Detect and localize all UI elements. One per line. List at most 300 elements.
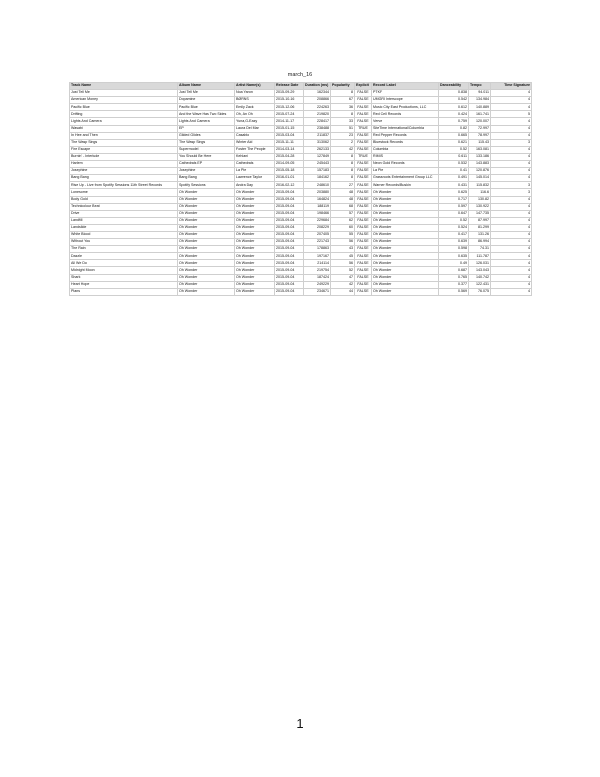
cell-release-date: 2015-09-04 — [275, 203, 304, 210]
header-row — [70, 83, 532, 90]
cell-tempo: 143.883 — [469, 161, 491, 168]
cell-popularity: 42 — [331, 281, 355, 288]
cell-record-label: Oh Wonder — [372, 210, 439, 217]
cell-record-label: La Pie — [372, 168, 439, 175]
cell-album-name: Oh Wonder — [178, 274, 235, 281]
cell-popularity: 8 — [331, 175, 355, 182]
cell-explicit: FALSE — [355, 210, 372, 217]
cell-record-label: RIMIS — [372, 153, 439, 160]
cell-record-label: Oh Wonder — [372, 217, 439, 224]
cell-explicit: TRUE — [355, 153, 372, 160]
cell-track-name: All We Do — [70, 260, 178, 267]
cell-danceability: 0.665 — [439, 132, 469, 139]
cell-duration: 208229 — [304, 224, 331, 231]
cell-danceability: 0.491 — [439, 175, 469, 182]
cell-track-name: The Rain — [70, 246, 178, 253]
cell-popularity: 68 — [331, 203, 355, 210]
cell-track-name: Lights And Camera — [70, 118, 178, 125]
cell-album-name: Just Tell Me — [178, 90, 235, 97]
cell-track-name: Josephine — [70, 168, 178, 175]
cell-artist-names: Casablo — [235, 132, 275, 139]
cell-release-date: 2015-09-04 — [275, 196, 304, 203]
cell-artist-names: Oh, An Oh — [235, 111, 275, 118]
table-row — [70, 104, 532, 111]
cell-record-label: SiteTime International/Columbia — [372, 125, 439, 132]
cell-album-name: Josephine — [178, 168, 235, 175]
cell-album-name: Spotify Sessions — [178, 182, 235, 189]
cell-release-date: 2015-09-04 — [275, 224, 304, 231]
cell-explicit: FALSE — [355, 90, 372, 97]
data-table — [69, 82, 532, 296]
cell-popularity: 23 — [331, 132, 355, 139]
cell-tempo: 115.43 — [469, 139, 491, 146]
cell-popularity: 33 — [331, 118, 355, 125]
cell-release-date: 2015-07-24 — [275, 111, 304, 118]
cell-duration: 229684 — [304, 217, 331, 224]
table-row — [70, 175, 532, 182]
cell-duration: 208866 — [304, 97, 331, 104]
cell-danceability: 0.41 — [439, 168, 469, 175]
cell-time-signature: 4 — [491, 132, 532, 139]
col-header-popularity: Popularity — [331, 83, 355, 90]
cell-explicit: FALSE — [355, 139, 372, 146]
cell-record-label: Bluestock Records — [372, 139, 439, 146]
cell-time-signature: 4 — [491, 168, 532, 175]
cell-release-date: 2016-02-12 — [275, 182, 304, 189]
cell-danceability: 0.635 — [439, 253, 469, 260]
cell-explicit: FALSE — [355, 111, 372, 118]
cell-tempo: 145.014 — [469, 175, 491, 182]
cell-time-signature: 4 — [491, 288, 532, 295]
cell-tempo: 130.82 — [469, 196, 491, 203]
cell-duration: 164824 — [304, 196, 331, 203]
table-row — [70, 246, 532, 253]
cell-track-name: Wasabi — [70, 125, 178, 132]
cell-release-date: 2015-09-04 — [275, 210, 304, 217]
cell-time-signature: 4 — [491, 267, 532, 274]
cell-record-label: Oh Wonder — [372, 239, 439, 246]
cell-danceability: 0.417 — [439, 231, 469, 238]
cell-album-name: Oh Wonder — [178, 231, 235, 238]
cell-explicit: FALSE — [355, 175, 372, 182]
cell-tempo: 72.997 — [469, 125, 491, 132]
cell-explicit: TRUE — [355, 125, 372, 132]
cell-album-name: EP — [178, 125, 235, 132]
table-row — [70, 210, 532, 217]
cell-record-label: Music City East Productions, LLC — [372, 104, 439, 111]
cell-track-name: Just Tell Me — [70, 90, 178, 97]
cell-record-label: Oh Wonder — [372, 281, 439, 288]
cell-record-label: Oh Wonder — [372, 231, 439, 238]
table-row — [70, 111, 532, 118]
cell-time-signature: 4 — [491, 125, 532, 132]
cell-artist-names: Emily Zack — [235, 104, 275, 111]
cell-duration: 238488 — [304, 125, 331, 132]
cell-explicit: FALSE — [355, 146, 372, 153]
table-row — [70, 168, 532, 175]
cell-release-date: 2015-09-04 — [275, 253, 304, 260]
cell-explicit: FALSE — [355, 281, 372, 288]
cell-time-signature: 4 — [491, 246, 532, 253]
cell-release-date: 2015-09-29 — [275, 90, 304, 97]
cell-artist-names: Oh Wonder — [235, 267, 275, 274]
page-number: 1 — [296, 716, 304, 731]
col-header-release-date: Release Date — [275, 83, 304, 90]
cell-track-name: Drifting — [70, 111, 178, 118]
cell-explicit: FALSE — [355, 267, 372, 274]
cell-tempo: 120.007 — [469, 118, 491, 125]
cell-record-label: Neon Gold Records — [372, 161, 439, 168]
cell-track-name: Midnight Moon — [70, 267, 178, 274]
table-row — [70, 132, 532, 139]
cell-album-name: Oh Wonder — [178, 196, 235, 203]
cell-duration: 203880 — [304, 189, 331, 196]
cell-time-signature: 4 — [491, 97, 532, 104]
table-row — [70, 274, 532, 281]
cell-album-name: Oh Wonder — [178, 239, 235, 246]
cell-release-date: 2015-09-04 — [275, 189, 304, 196]
cell-artist-names: Oh Wonder — [235, 281, 275, 288]
cell-artist-names: Oh Wonder — [235, 231, 275, 238]
table-row — [70, 146, 532, 153]
cell-track-name: Lonesome — [70, 189, 178, 196]
table-row — [70, 217, 532, 224]
cell-release-date: 2015-11-11 — [275, 139, 304, 146]
cell-record-label: Oh Wonder — [372, 274, 439, 281]
cell-popularity: 51 — [331, 125, 355, 132]
cell-duration: 249229 — [304, 281, 331, 288]
col-header-artist-names: Artist Name(s) — [235, 83, 275, 90]
cell-explicit: FALSE — [355, 182, 372, 189]
cell-artist-names: Foster The People — [235, 146, 275, 153]
cell-track-name: Heart Hope — [70, 281, 178, 288]
cell-track-name: American Money — [70, 97, 178, 104]
cell-popularity: 27 — [331, 182, 355, 189]
cell-release-date: 2014-09-05 — [275, 161, 304, 168]
cell-release-date: 2014-11-17 — [275, 118, 304, 125]
cell-explicit: FALSE — [355, 239, 372, 246]
cell-artist-names: Oh Wonder — [235, 224, 275, 231]
cell-duration: 188119 — [304, 203, 331, 210]
cell-popularity: 8 — [331, 168, 355, 175]
cell-popularity: 55 — [331, 231, 355, 238]
cell-track-name: In Hee and Then — [70, 132, 178, 139]
cell-tempo: 120.876 — [469, 168, 491, 175]
cell-popularity: 48 — [331, 189, 355, 196]
cell-danceability: 0.542 — [439, 97, 469, 104]
cell-release-date: 2015-09-04 — [275, 246, 304, 253]
cell-tempo: 140.889 — [469, 104, 491, 111]
cell-record-label: UMGRI Interscope — [372, 97, 439, 104]
cell-record-label: Oh Wonder — [372, 267, 439, 274]
cell-release-date: 2015-09-04 — [275, 217, 304, 224]
cell-time-signature: 4 — [491, 203, 532, 210]
cell-tempo: 122.431 — [469, 281, 491, 288]
cell-explicit: FALSE — [355, 288, 372, 295]
cell-tempo: 140.742 — [469, 274, 491, 281]
cell-tempo: 87.997 — [469, 217, 491, 224]
cell-duration: 184162 — [304, 175, 331, 182]
cell-track-name: White Blood — [70, 231, 178, 238]
cell-danceability: 0.52 — [439, 217, 469, 224]
cell-track-name: Without You — [70, 239, 178, 246]
cell-time-signature: 3 — [491, 182, 532, 189]
cell-time-signature: 4 — [491, 196, 532, 203]
cell-artist-names: Oh Wonder — [235, 239, 275, 246]
cell-explicit: FALSE — [355, 253, 372, 260]
cell-artist-names: Winter Aid — [235, 139, 275, 146]
cell-release-date: 2015-09-04 — [275, 281, 304, 288]
col-header-tempo: Tempo — [469, 83, 491, 90]
cell-time-signature: 4 — [491, 260, 532, 267]
cell-duration: 157183 — [304, 168, 331, 175]
table-row — [70, 203, 532, 210]
cell-explicit: FALSE — [355, 217, 372, 224]
cell-time-signature: 4 — [491, 210, 532, 217]
cell-explicit: FALSE — [355, 97, 372, 104]
cell-track-name: Dazzle — [70, 253, 178, 260]
cell-danceability: 0.687 — [439, 267, 469, 274]
cell-popularity: 8 — [331, 161, 355, 168]
cell-artist-names: Oh Wonder — [235, 253, 275, 260]
table-row — [70, 196, 532, 203]
cell-release-date: 2015-12-06 — [275, 104, 304, 111]
cell-explicit: FALSE — [355, 118, 372, 125]
cell-time-signature: 4 — [491, 253, 532, 260]
cell-album-name: And the Wave Has Two Sides — [178, 111, 235, 118]
cell-duration: 127849 — [304, 153, 331, 160]
cell-tempo: 130.922 — [469, 203, 491, 210]
cell-popularity: 44 — [331, 288, 355, 295]
cell-album-name: Oh Wonder — [178, 189, 235, 196]
cell-tempo: 134.984 — [469, 97, 491, 104]
table-row — [70, 90, 532, 97]
cell-danceability: 0.532 — [439, 161, 469, 168]
cell-artist-names: Oh Wonder — [235, 189, 275, 196]
cell-album-name: Bang Bang — [178, 175, 235, 182]
cell-tempo: 147.735 — [469, 210, 491, 217]
table-body — [70, 90, 532, 296]
cell-record-label: Red Pepper Records — [372, 132, 439, 139]
cell-artist-names: Kehlani — [235, 153, 275, 160]
cell-explicit: FALSE — [355, 196, 372, 203]
cell-danceability: 0.52 — [439, 146, 469, 153]
cell-artist-names: Oh Wonder — [235, 260, 275, 267]
cell-album-name: Dopamine — [178, 97, 235, 104]
cell-album-name: Cathedrals EP — [178, 161, 235, 168]
cell-record-label: Oh Wonder — [372, 253, 439, 260]
cell-time-signature: 4 — [491, 118, 532, 125]
cell-popularity: 8 — [331, 90, 355, 97]
cell-track-name: Shark — [70, 274, 178, 281]
cell-time-signature: 4 — [491, 231, 532, 238]
cell-danceability: 0.838 — [439, 90, 469, 97]
cell-duration: 245443 — [304, 161, 331, 168]
cell-popularity: 52 — [331, 267, 355, 274]
cell-release-date: 2015-09-04 — [275, 274, 304, 281]
cell-artist-names: Oh Wonder — [235, 246, 275, 253]
cell-popularity: 60 — [331, 224, 355, 231]
cell-duration: 214114 — [304, 260, 331, 267]
cell-explicit: FALSE — [355, 231, 372, 238]
cell-artist-names: Laura Del Mar — [235, 125, 275, 132]
cell-danceability: 0.647 — [439, 210, 469, 217]
cell-time-signature: 5 — [491, 111, 532, 118]
cell-explicit: FALSE — [355, 168, 372, 175]
cell-record-label: Columbia — [372, 146, 439, 153]
cell-release-date: 2015-03-04 — [275, 132, 304, 139]
cell-danceability: 0.82 — [439, 125, 469, 132]
cell-album-name: Oh Wonder — [178, 224, 235, 231]
col-header-explicit: Explicit — [355, 83, 372, 90]
cell-danceability: 0.759 — [439, 118, 469, 125]
cell-album-name: You Should Be Here — [178, 153, 235, 160]
cell-artist-names: Cathedrals — [235, 161, 275, 168]
cell-album-name: Oh Wonder — [178, 203, 235, 210]
cell-danceability: 0.524 — [439, 224, 469, 231]
cell-tempo: 163.081 — [469, 146, 491, 153]
cell-album-name: Oh Wonder — [178, 260, 235, 267]
cell-release-date: 2014-03-14 — [275, 146, 304, 153]
cell-record-label: Oh Wonder — [372, 196, 439, 203]
cell-popularity: 62 — [331, 217, 355, 224]
cell-artist-names: Oh Wonder — [235, 288, 275, 295]
cell-duration: 162344 — [304, 90, 331, 97]
cell-artist-names: Oh Wonder — [235, 217, 275, 224]
cell-explicit: FALSE — [355, 203, 372, 210]
cell-time-signature: 4 — [491, 146, 532, 153]
cell-time-signature: 4 — [491, 153, 532, 160]
table-row — [70, 125, 532, 132]
cell-popularity: 36 — [331, 104, 355, 111]
table-row — [70, 182, 532, 189]
cell-explicit: FALSE — [355, 260, 372, 267]
cell-tempo: 116.6 — [469, 189, 491, 196]
cell-duration: 187424 — [304, 274, 331, 281]
cell-duration: 198466 — [304, 210, 331, 217]
cell-track-name: Burnin' - Interlude — [70, 153, 178, 160]
cell-danceability: 0.611 — [439, 153, 469, 160]
cell-record-label: Red Cell Records — [372, 111, 439, 118]
cell-track-name: Fire Escape — [70, 146, 178, 153]
cell-danceability: 0.717 — [439, 196, 469, 203]
cell-album-name: Oh Wonder — [178, 246, 235, 253]
cell-track-name: Bang Bang — [70, 175, 178, 182]
col-header-duration: Duration (ms) — [304, 83, 331, 90]
cell-danceability: 0.598 — [439, 246, 469, 253]
cell-time-signature: 4 — [491, 239, 532, 246]
cell-tempo: 161.741 — [469, 111, 491, 118]
cell-duration: 221743 — [304, 239, 331, 246]
cell-explicit: FALSE — [355, 224, 372, 231]
cell-album-name: Oh Wonder — [178, 217, 235, 224]
cell-tempo: 76.075 — [469, 288, 491, 295]
cell-danceability: 0.377 — [439, 281, 469, 288]
cell-track-name: Body Gold — [70, 196, 178, 203]
table-row — [70, 189, 532, 196]
table-row — [70, 231, 532, 238]
cell-track-name: Landslide — [70, 224, 178, 231]
cell-album-name: Oh Wonder — [178, 210, 235, 217]
cell-duration: 197167 — [304, 253, 331, 260]
col-header-track-name: Track Name — [70, 83, 178, 90]
cell-popularity: 67 — [331, 97, 355, 104]
cell-duration: 313062 — [304, 139, 331, 146]
col-header-danceability: Danceability — [439, 83, 469, 90]
cell-record-label: Oh Wonder — [372, 260, 439, 267]
cell-duration: 207405 — [304, 231, 331, 238]
cell-album-name: Oh Wonder — [178, 281, 235, 288]
cell-danceability: 0.639 — [439, 239, 469, 246]
cell-popularity: 47 — [331, 274, 355, 281]
cell-album-name: Lights And Camera — [178, 118, 235, 125]
cell-release-date: 2015-09-04 — [275, 288, 304, 295]
cell-artist-names: Yuna,G-Eazy — [235, 118, 275, 125]
cell-release-date: 2015-09-04 — [275, 267, 304, 274]
cell-track-name: Plans — [70, 288, 178, 295]
cell-record-label: Oh Wonder — [372, 203, 439, 210]
cell-track-name: Pacific Blue — [70, 104, 178, 111]
cell-duration: 234671 — [304, 288, 331, 295]
cell-track-name: Landfill — [70, 217, 178, 224]
table-row — [70, 260, 532, 267]
cell-record-label: Warner Records/Buskin — [372, 182, 439, 189]
cell-record-label: Verve — [372, 118, 439, 125]
table-row — [70, 253, 532, 260]
col-header-record-label: Record Label — [372, 83, 439, 90]
sheet-title: march_16 — [287, 72, 313, 78]
cell-duration: 219820 — [304, 111, 331, 118]
cell-time-signature: 4 — [491, 175, 532, 182]
cell-artist-names: Noa Yaron — [235, 90, 275, 97]
cell-track-name: The Wasp Sings — [70, 139, 178, 146]
cell-explicit: FALSE — [355, 189, 372, 196]
cell-explicit: FALSE — [355, 274, 372, 281]
cell-tempo: 81.299 — [469, 224, 491, 231]
cell-popularity: 43 — [331, 246, 355, 253]
cell-album-name: Gilded Glides — [178, 132, 235, 139]
table-row — [70, 97, 532, 104]
cell-time-signature: 4 — [491, 90, 532, 97]
table-row — [70, 118, 532, 125]
cell-danceability: 0.765 — [439, 274, 469, 281]
table-row — [70, 153, 532, 160]
cell-danceability: 0.569 — [439, 288, 469, 295]
cell-artist-names: Oh Wonder — [235, 210, 275, 217]
cell-tempo: 115.832 — [469, 182, 491, 189]
cell-tempo: 86.994 — [469, 239, 491, 246]
cell-record-label: Grassroots Entertainment Group LLC — [372, 175, 439, 182]
cell-danceability: 0.597 — [439, 203, 469, 210]
cell-album-name: Pacific Blue — [178, 104, 235, 111]
cell-release-date: 2015-01-15 — [275, 125, 304, 132]
cell-tempo: 131.26 — [469, 231, 491, 238]
cell-time-signature: 4 — [491, 274, 532, 281]
cell-duration: 248610 — [304, 182, 331, 189]
cell-danceability: 0.424 — [439, 111, 469, 118]
col-header-time-signature: Time Signature — [491, 83, 532, 90]
cell-release-date: 2015-05-18 — [275, 168, 304, 175]
cell-artist-names: BØRNS — [235, 97, 275, 104]
cell-artist-names: La Pie — [235, 168, 275, 175]
cell-time-signature: 4 — [491, 224, 532, 231]
cell-tempo: 111.787 — [469, 253, 491, 260]
cell-record-label: Oh Wonder — [372, 246, 439, 253]
cell-release-date: 2015-09-04 — [275, 239, 304, 246]
cell-track-name: Rise Up - Live from Spotify Sessions 11th Street Records — [70, 182, 178, 189]
cell-popularity: 2 — [331, 139, 355, 146]
cell-record-label: Oh Wonder — [372, 224, 439, 231]
